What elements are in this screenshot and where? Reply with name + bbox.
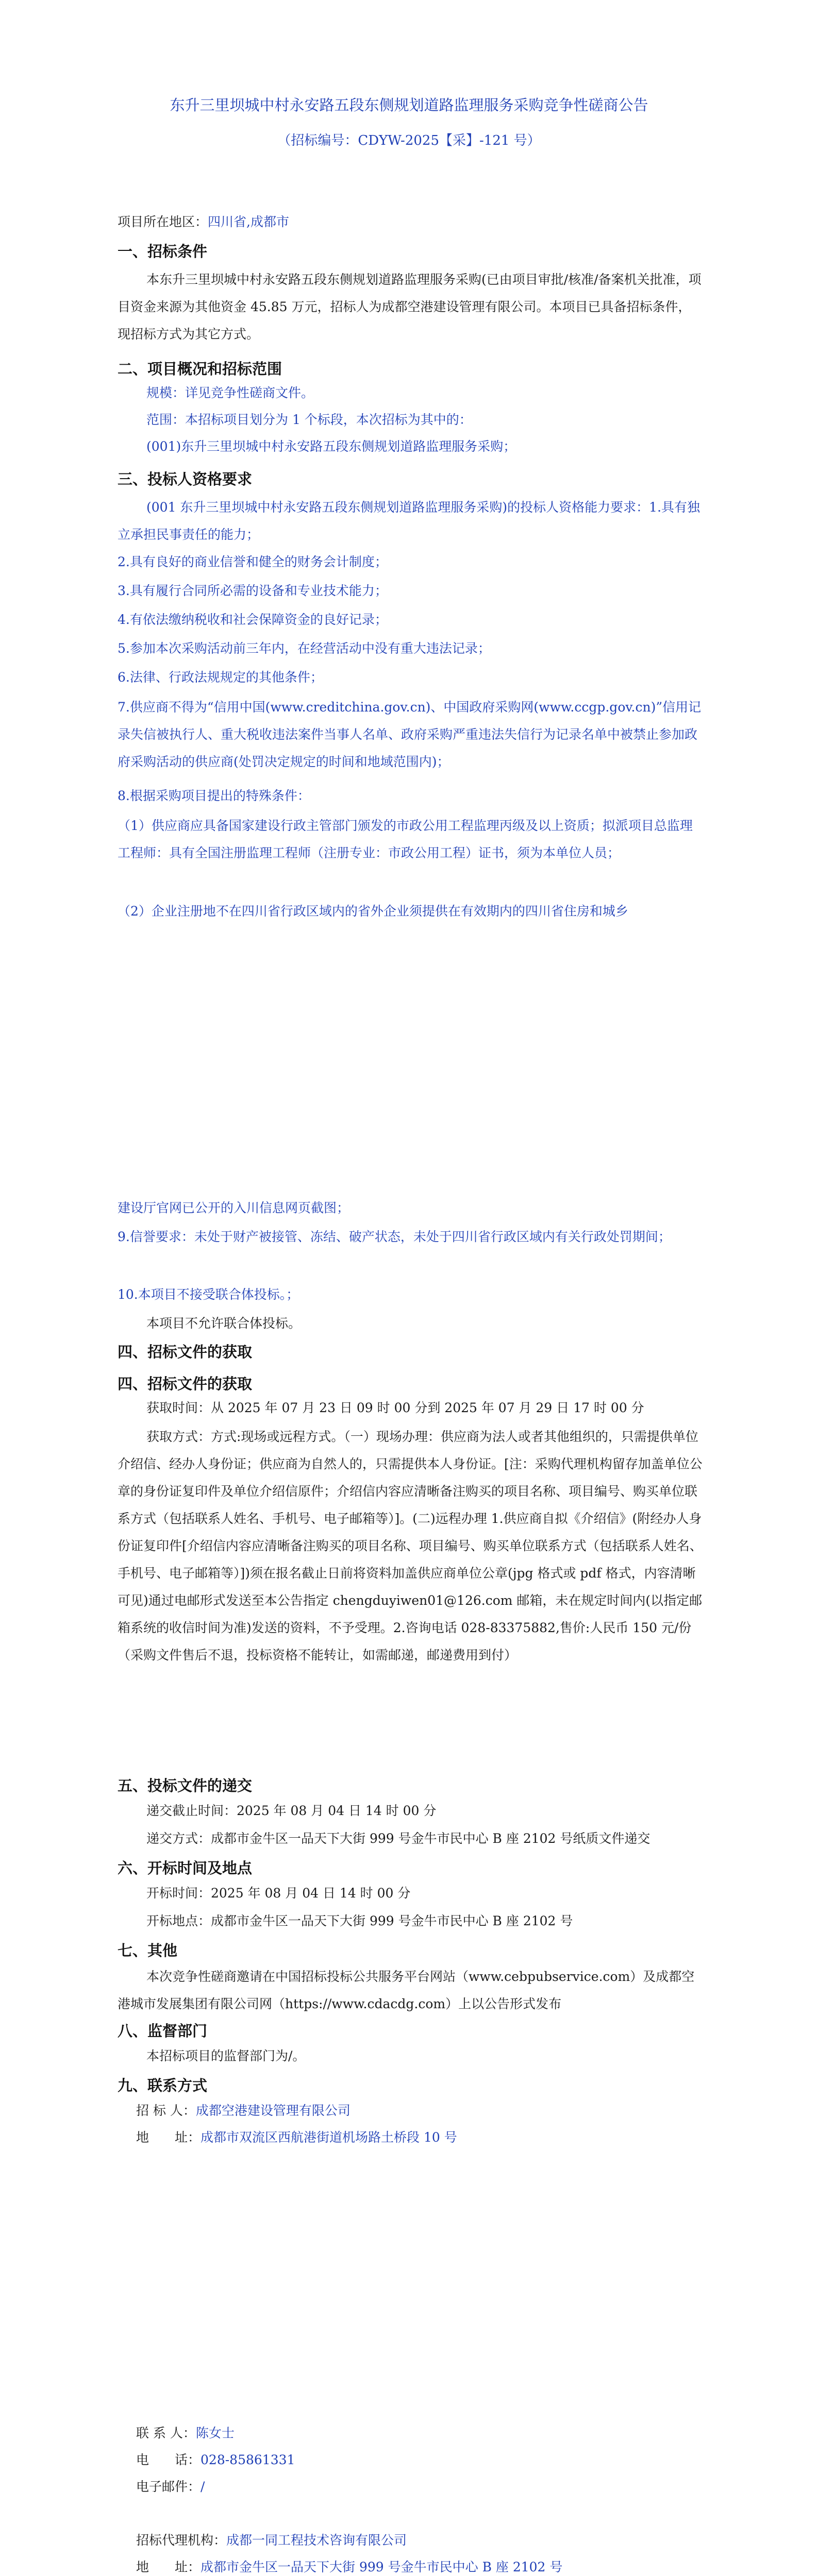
agent-value: 成都一同工程技术咨询有限公司 <box>226 2533 407 2548</box>
section-4-heading-repeat: 四、招标文件的获取 <box>118 1375 253 1393</box>
supervision-note: 本招标项目的监督部门为/。 <box>146 2048 306 2063</box>
agent-label: 招标代理机构： <box>136 2533 227 2548</box>
qualification-6: 6.法律、行政法规规定的其他条件； <box>118 670 323 685</box>
qualification-2: 2.具有良好的商业信誉和健全的财务会计制度； <box>118 554 388 569</box>
document-title: 东升三里坝城中村永安路五段东侧规划道路监理服务采购竞争性磋商公告 <box>170 96 648 114</box>
email-row <box>136 2479 205 2495</box>
agent-address-label: 地 址： <box>136 2560 201 2574</box>
project-location-value: 四川省,成都市 <box>208 214 289 229</box>
tenderer-value: 成都空港建设管理有限公司 <box>195 2103 350 2118</box>
section-1-heading: 一、招标条件 <box>118 243 208 260</box>
contact-label: 联 系 人： <box>136 2426 196 2441</box>
submission-deadline: 递交截止时间：2025 年 08 月 04 日 14 时 00 分 <box>146 1803 437 1818</box>
qualification-8: 8.根据采购项目提出的特殊条件： <box>118 788 310 803</box>
project-location-label: 项目所在地区： <box>118 214 208 229</box>
email-value: / <box>201 2479 205 2494</box>
section-3-heading: 三、投标人资格要求 <box>118 470 253 488</box>
phone-value: 028-85861331 <box>201 2452 295 2467</box>
section-4-heading: 四、招标文件的获取 <box>118 1343 253 1361</box>
email-label: 电子邮件： <box>136 2479 201 2494</box>
section-5-heading: 五、投标文件的递交 <box>118 1777 253 1794</box>
contact-row <box>136 2426 235 2441</box>
document-number: （招标编号：CDYW-2025【采】-121 号） <box>277 133 541 148</box>
tenderer-label: 招 标 人： <box>136 2103 196 2118</box>
phone-label: 电 话： <box>136 2452 201 2467</box>
section-8-heading: 八、监督部门 <box>118 2022 208 2040</box>
project-scale: 规模：详见竞争性磋商文件。 <box>146 385 314 400</box>
project-scope: 范围：本招标项目划分为 1 个标段，本次招标为其中的： <box>146 412 472 427</box>
section-7-heading: 七、其他 <box>118 1942 178 1959</box>
tenderer-row <box>136 2103 350 2119</box>
qualification-5: 5.参加本次采购活动前三年内，在经营活动中没有重大违法记录； <box>118 641 491 656</box>
qualification-intro: (001 东升三里坝城中村永安路五段东侧规划道路监理服务采购)的投标人资格能力要求：1.具有独立承担民事责任的能力； <box>118 500 700 542</box>
acquisition-method: 获取方式：方式:现场或远程方式。（一）现场办理：供应商为法人或者其他组织的，只需提供单位介绍信、经办人身份证；供应商为自然人的，只需提供本人身份证。[注：采购代理机构留存加盖单位公章的身份证复印件及单位介绍信原件；介绍信内容应清晰备注购买的项目名称、项目编号、购买单位联系方式（包括联系人姓名、手机号、电子邮箱等）]。(二)远程办理 1.供应商自拟《介绍信》(附经办人身份证复印件[介绍信内容应清晰备注购买的项目名称、项目编号、购买单位联系方式（包括联系人姓名、手机号、电子邮箱等）])须在报名截止日前将资料加盖供应商单位公章(jpg 格式或 pdf 格式，内容清晰可见)通过电邮形式发送至本公告指定 chengduyiwen01@126.com 邮箱，未在规定时间内(以指定邮箱系统的收信时间为准)发送的资料，不予受理。2.咨询电话 028-83375882,售价:人民币 150 元/份（采购文件售后不退，投标资格不能转让，如需邮递，邮递费用到付） <box>118 1429 703 1663</box>
project-location <box>118 214 289 230</box>
submission-method: 递交方式：成都市金牛区一品天下大街 999 号金牛市民中心 B 座 2102 号纸质文件递交 <box>146 1831 650 1846</box>
publication-note: 本次竞争性磋商邀请在中国招标投标公共服务平台网站（www.cebpubservice.com）及成都空港城市发展集团有限公司网（https://www.cdacdg.com）上以公告形式发布 <box>118 1969 695 2011</box>
tenderer-address-label: 地 址： <box>136 2130 201 2145</box>
joint-venture-note: 本项目不允许联合体投标。 <box>146 1316 302 1331</box>
lot-item: (001)东升三里坝城中村永安路五段东侧规划道路监理服务采购； <box>146 439 516 454</box>
contact-value: 陈女士 <box>195 2426 235 2441</box>
section-2-heading: 二、项目概况和招标范围 <box>118 360 282 378</box>
qualification-9: 9.信誉要求：未处于财产被接管、冻结、破产状态，未处于四川省行政区域内有关行政处罚期间； <box>118 1229 671 1244</box>
qualification-7: 7.供应商不得为“信用中国(www.creditchina.gov.cn)、中国政府采购网(www.ccgp.gov.cn)”信用记录失信被执行人、重大税收违法案件当事人名单、政府采购严重违法失信行为记录名单中被禁止参加政府采购活动的供应商(处罚决定规定的时间和地域范围内)； <box>118 700 702 769</box>
tenderer-address-value: 成都市双流区西航港街道机场路土桥段 10 号 <box>201 2130 457 2145</box>
opening-place: 开标地点：成都市金牛区一品天下大街 999 号金牛市民中心 B 座 2102 号 <box>146 1913 573 1928</box>
qualification-8-2: （2）企业注册地不在四川省行政区域内的省外企业须提供在有效期内的四川省住房和城乡 <box>118 904 628 919</box>
phone-row <box>136 2452 295 2468</box>
section-9-heading: 九、联系方式 <box>118 2077 208 2094</box>
qualification-4: 4.有依法缴纳税收和社会保障资金的良好记录； <box>118 612 388 627</box>
agent-address-value: 成都市金牛区一品天下大街 999 号金牛市民中心 B 座 2102 号 <box>201 2560 563 2574</box>
qualification-3: 3.具有履行合同所必需的设备和专业技术能力； <box>118 583 388 598</box>
section-6-heading: 六、开标时间及地点 <box>118 1859 253 1877</box>
tenderer-address-row <box>136 2130 457 2145</box>
qualification-10: 10.本项目不接受联合体投标。； <box>118 1287 299 1302</box>
section-1-paragraph: 本东升三里坝城中村永安路五段东侧规划道路监理服务采购(已由项目审批/核准/备案机关批准，项目资金来源为其他资金 45.85 万元，招标人为成都空港建设管理有限公司。本项目已具备招标条件，现招标方式为其它方式。 <box>118 272 702 342</box>
opening-time: 开标时间：2025 年 08 月 04 日 14 时 00 分 <box>146 1886 411 1901</box>
agent-address-row <box>136 2560 562 2575</box>
qualification-8-2-cont: 建设厅官网已公开的入川信息网页截图； <box>118 1200 350 1215</box>
qualification-8-1: （1）供应商应具备国家建设行政主管部门颁发的市政公用工程监理丙级及以上资质；拟派项目总监理工程师：具有全国注册监理工程师（注册专业：市政公用工程）证书，须为本单位人员； <box>118 818 693 860</box>
acquisition-time: 获取时间：从 2025 年 07 月 23 日 09 时 00 分到 2025 年 07 月 29 日 17 时 00 分 <box>146 1400 644 1415</box>
agent-row <box>136 2533 407 2548</box>
